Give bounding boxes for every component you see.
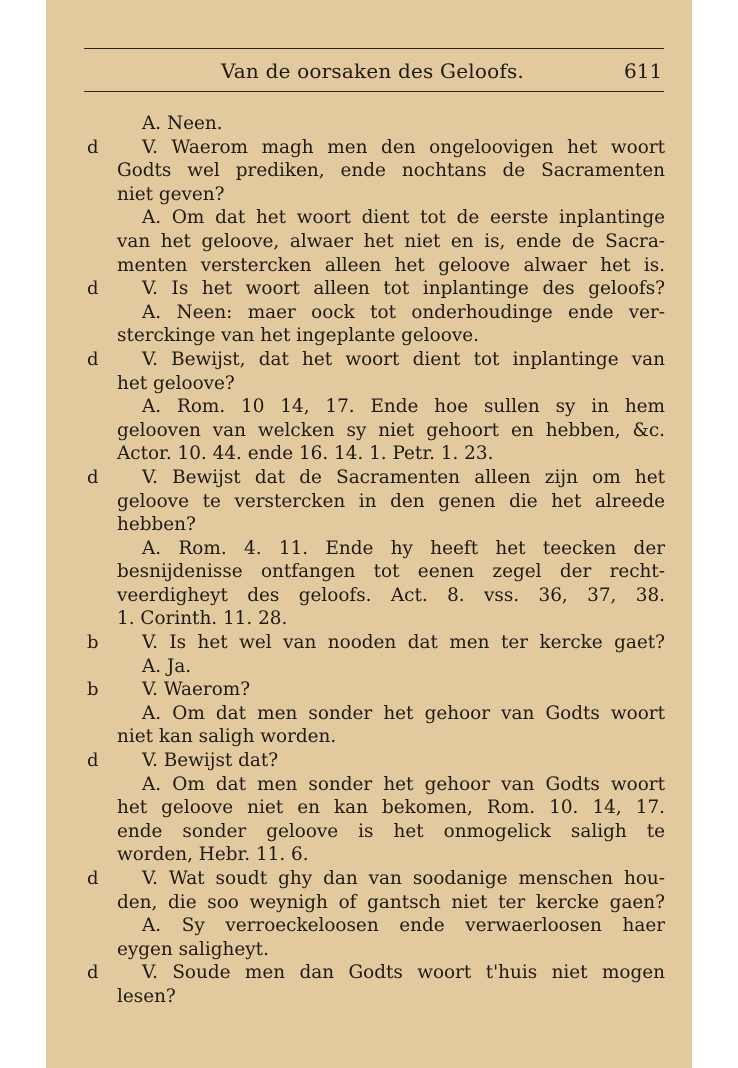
text-line bbox=[46, 843, 692, 867]
text-line bbox=[46, 112, 692, 136]
line-text: V. Waerom? bbox=[142, 679, 251, 701]
line-text: het geloove? bbox=[117, 372, 235, 394]
text-line bbox=[46, 466, 692, 490]
text-line bbox=[46, 702, 692, 726]
page-number: 611 bbox=[624, 59, 663, 83]
text-line bbox=[46, 490, 692, 514]
margin-letter: d bbox=[87, 868, 99, 889]
line-text: lesen? bbox=[117, 985, 176, 1007]
text-line bbox=[46, 513, 692, 537]
margin-letter: b bbox=[87, 632, 99, 654]
margin-letter: d bbox=[87, 962, 99, 984]
text-line bbox=[46, 348, 692, 372]
line-text: van het geloove, alwaer het niet en is, ende de Sacra- bbox=[117, 230, 665, 252]
text-line bbox=[46, 537, 692, 561]
margin-letter: b bbox=[87, 679, 99, 701]
text-line bbox=[46, 678, 692, 702]
text-line bbox=[46, 254, 692, 278]
line-text: V. Is het wel van nooden dat men ter kercke gaet? bbox=[142, 632, 665, 654]
line-text: A. Neen. bbox=[142, 113, 223, 134]
text-line bbox=[46, 607, 692, 631]
text-line bbox=[46, 938, 692, 962]
line-text: gelooven van welcken sy niet gehoort en hebben, &c. bbox=[117, 419, 665, 441]
line-text: A. Rom. 4. 11. Ende hy heeft het teecken der bbox=[142, 537, 665, 559]
text-line bbox=[46, 914, 692, 938]
text-line bbox=[46, 159, 692, 183]
line-text: V. Waerom magh men den ongeloovigen het woort bbox=[142, 136, 665, 158]
running-title: Van de oorsaken des Geloofs. bbox=[221, 59, 524, 83]
line-text: V. Soude men dan Godts woort t'huis niet mogen bbox=[142, 962, 665, 984]
line-text: 1. Corinth. 11. 28. bbox=[117, 608, 288, 630]
text-line bbox=[46, 372, 692, 396]
line-text: sterckinge van het ingeplante geloove. bbox=[117, 325, 479, 347]
text-line bbox=[46, 560, 692, 584]
line-text: geloove te verstercken in den genen die het alreede bbox=[117, 490, 665, 512]
line-text: den, die soo weynigh of gantsch niet ter kercke gaen? bbox=[117, 891, 665, 913]
header-rule-top bbox=[84, 48, 664, 49]
margin-letter: d bbox=[87, 466, 99, 488]
text-line bbox=[46, 301, 692, 325]
line-text: Godts wel prediken, ende nochtans de Sacramenten bbox=[117, 160, 665, 182]
line-text: hebben? bbox=[117, 514, 196, 536]
line-text: A. Om dat men sonder het gehoor van Godts woort bbox=[142, 702, 665, 724]
text-line bbox=[46, 136, 692, 160]
page-body bbox=[46, 112, 692, 1009]
text-line bbox=[46, 183, 692, 207]
margin-letter: d bbox=[87, 750, 99, 772]
line-text: veerdigheyt des geloofs. Act. 8. vss. 36, 37, 38. bbox=[117, 584, 665, 606]
text-line bbox=[46, 395, 692, 419]
line-text: A. Neen: maer oock tot onderhoudinge ende ver- bbox=[142, 301, 665, 323]
book-page bbox=[46, 0, 692, 1068]
header-rule-bottom bbox=[84, 91, 664, 92]
margin-letter: d bbox=[87, 348, 99, 370]
line-text: niet kan saligh worden. bbox=[117, 726, 337, 748]
text-line bbox=[46, 655, 692, 679]
text-line bbox=[46, 985, 692, 1009]
line-text: menten verstercken alleen het geloove alwaer het is. bbox=[117, 254, 665, 276]
text-line bbox=[46, 206, 692, 230]
line-text: niet geven? bbox=[117, 183, 225, 205]
line-text: A. Om dat het woort dient tot de eerste inplantinge bbox=[142, 207, 665, 229]
line-text: worden, Hebr. 11. 6. bbox=[117, 844, 309, 866]
text-line bbox=[46, 277, 692, 301]
text-line bbox=[46, 749, 692, 773]
text-line bbox=[46, 891, 692, 915]
text-line bbox=[46, 796, 692, 820]
line-text: V. Is het woort alleen tot inplantinge des geloofs? bbox=[142, 278, 665, 300]
line-text: V. Bewijst dat de Sacramenten alleen zijn om het bbox=[142, 466, 665, 488]
line-text: V. Bewijst dat? bbox=[142, 750, 279, 772]
line-text: het geloove niet en kan bekomen, Rom. 10. 14, 17. bbox=[117, 797, 665, 819]
line-text: V. Wat soudt ghy dan van soodanige menschen hou- bbox=[142, 868, 665, 889]
line-text: eygen saligheyt. bbox=[117, 938, 269, 960]
line-text: A. Sy verroeckeloosen ende verwaerloosen haer bbox=[142, 915, 665, 937]
line-text: A. Ja. bbox=[142, 655, 192, 677]
text-line bbox=[46, 820, 692, 844]
text-line bbox=[46, 961, 692, 985]
line-text: V. Bewijst, dat het woort dient tot inplantinge van bbox=[142, 348, 665, 370]
text-line bbox=[46, 725, 692, 749]
text-line bbox=[46, 867, 692, 891]
margin-letter: d bbox=[87, 136, 99, 158]
line-text: A. Om dat men sonder het gehoor van Godts woort bbox=[142, 773, 665, 795]
line-text: Actor. 10. 44. ende 16. 14. 1. Petr. 1. 23. bbox=[117, 443, 494, 465]
text-line bbox=[46, 773, 692, 797]
line-text: A. Rom. 10 14, 17. Ende hoe sullen sy in hem bbox=[142, 396, 665, 418]
line-text: besnijdenisse ontfangen tot eenen zegel der recht- bbox=[117, 561, 665, 583]
line-text: ende sonder geloove is het onmogelick saligh te bbox=[117, 820, 665, 842]
text-line bbox=[46, 419, 692, 443]
text-line bbox=[46, 442, 692, 466]
text-line bbox=[46, 230, 692, 254]
margin-letter: d bbox=[87, 278, 99, 300]
text-line bbox=[46, 324, 692, 348]
text-line bbox=[46, 584, 692, 608]
text-line bbox=[46, 631, 692, 655]
